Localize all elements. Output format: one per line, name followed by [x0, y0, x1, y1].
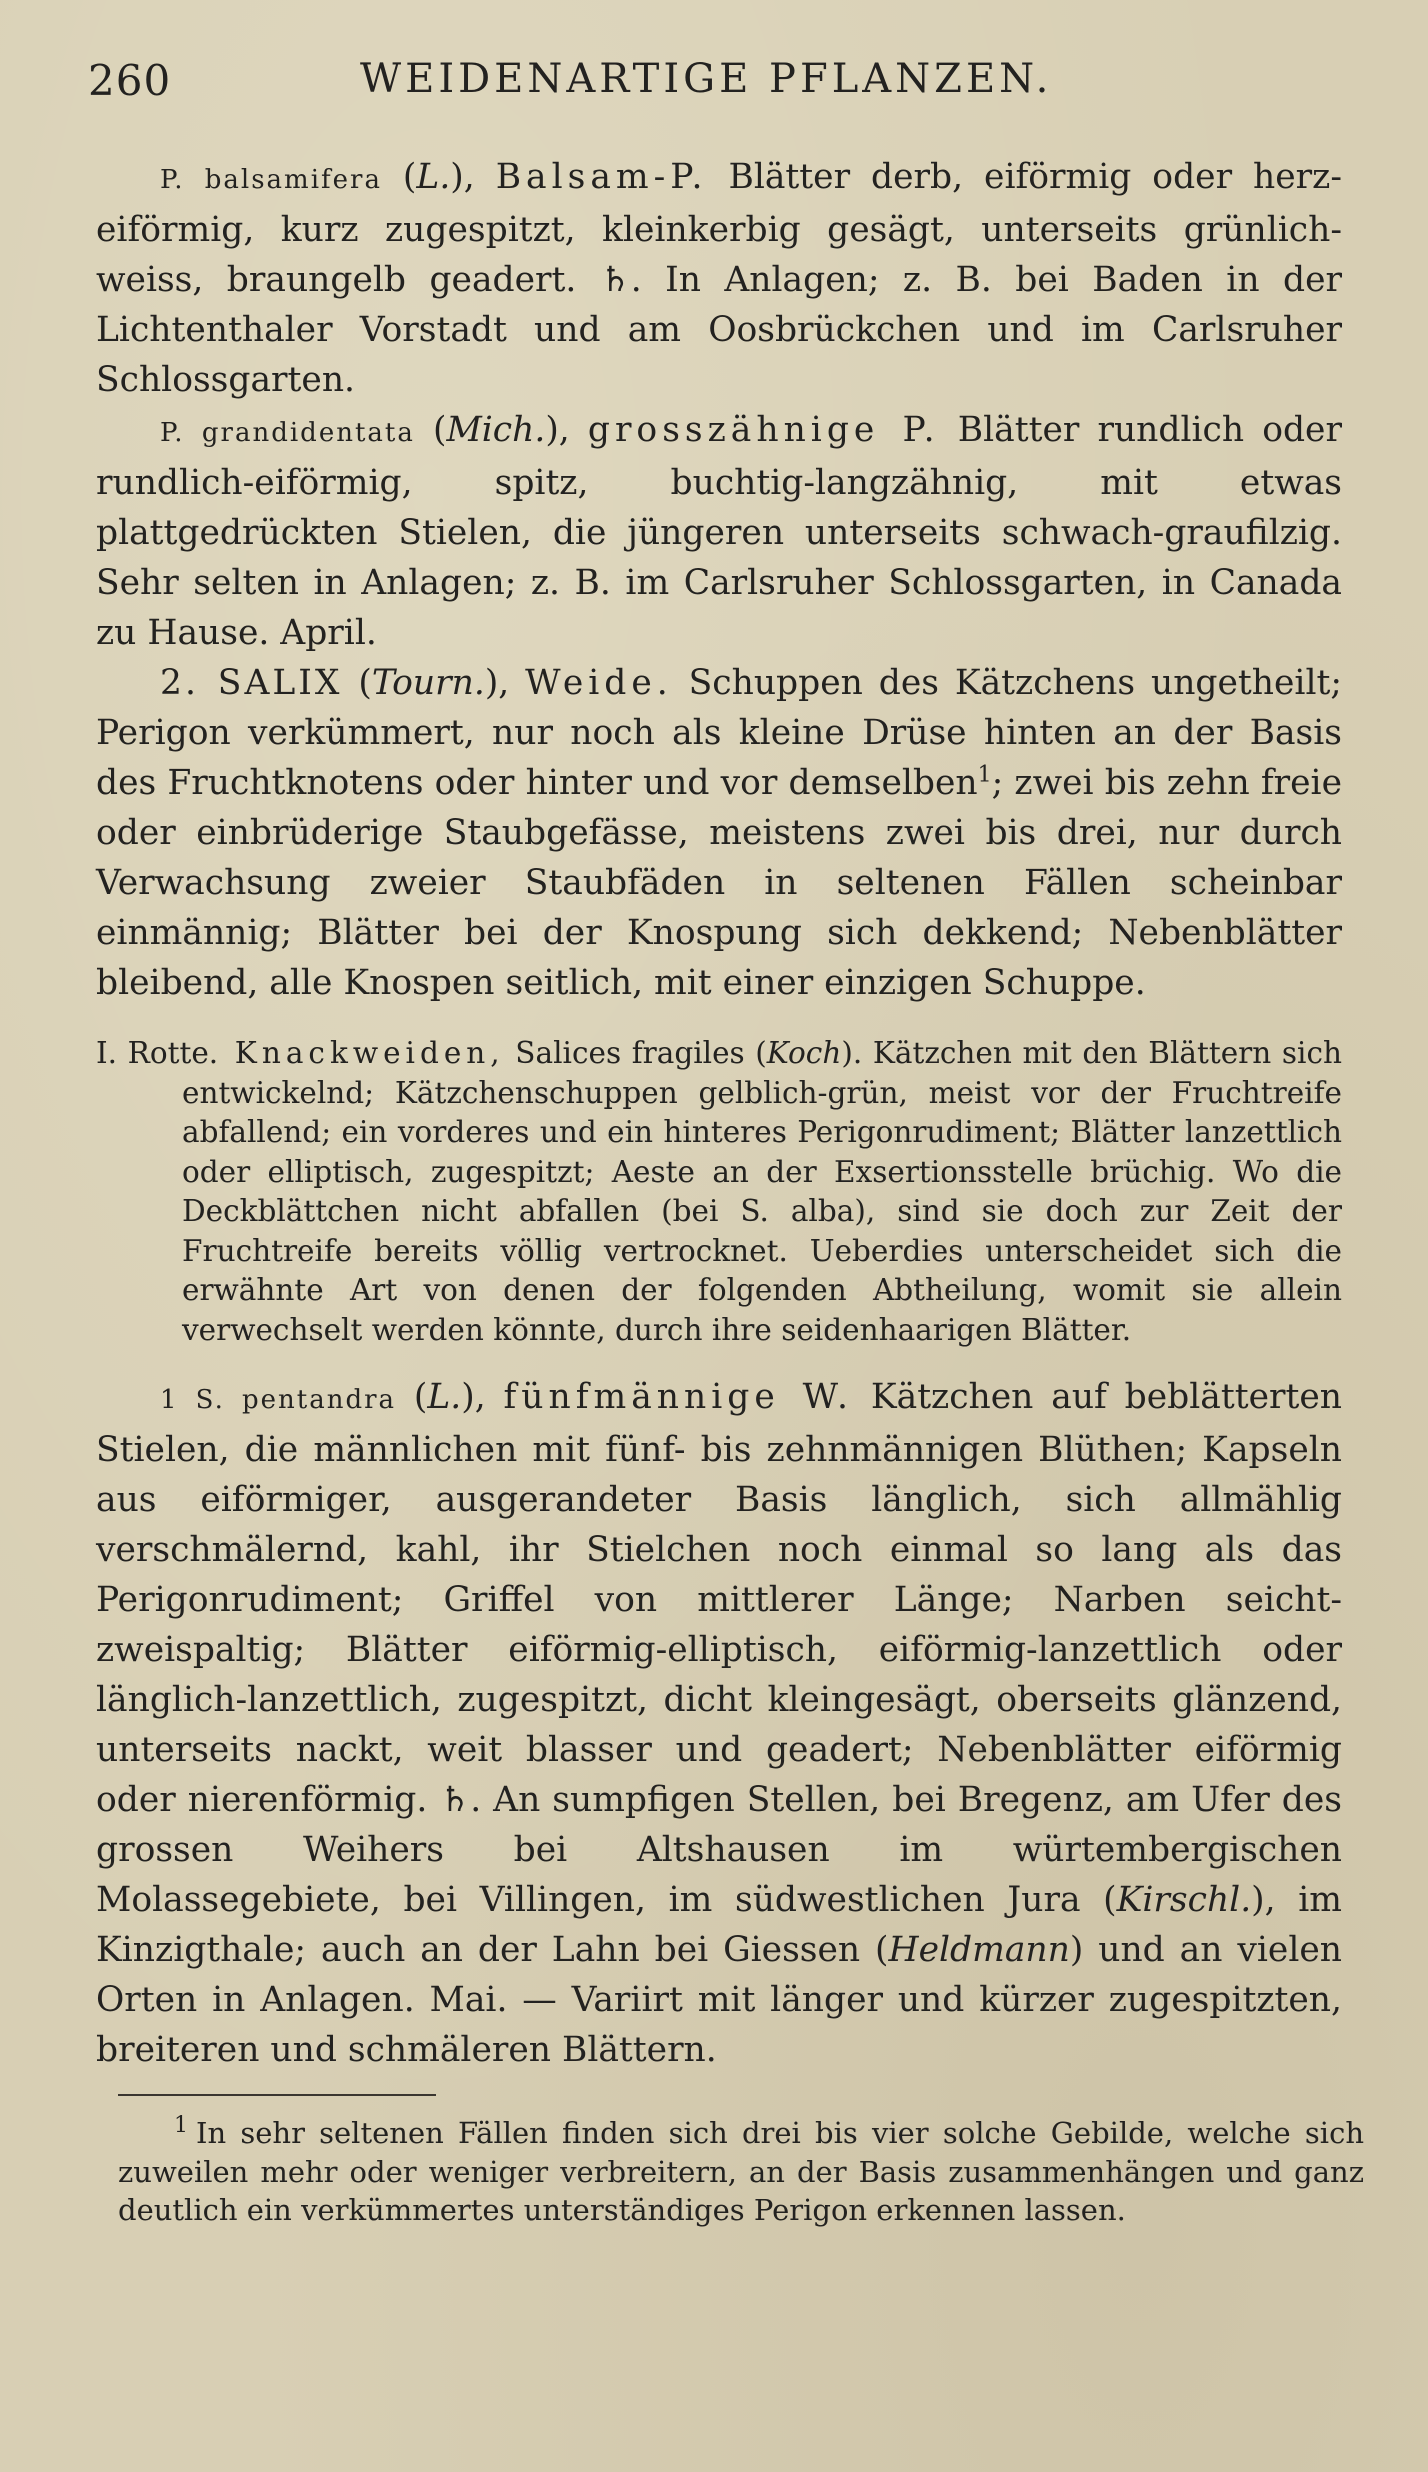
paren-close: ), [545, 410, 588, 450]
species-name: P. balsamifera [160, 165, 382, 195]
paren-close: ), [484, 663, 526, 703]
entry-populus-balsamifera [96, 152, 1342, 405]
author-abbrev: Tourn. [371, 663, 485, 703]
group-label: I. Rotte. [96, 1036, 219, 1070]
common-name: fünfmännige W. [503, 1377, 853, 1417]
species-name: P. grandidentata [160, 418, 415, 448]
entry-description: Blätter rundlich oder rundlich-eiförmig, spitz, buchtig-langzähnig, mit etwas plattgedrückten Stielen, die jüngeren unterseits schwach-graufilzig. Sehr selten in Anlagen; z. B. im Carlsruher Schlossgarten, in Canada zu Hause. April. [96, 410, 1342, 653]
footnote-text: In sehr seltenen Fällen finden sich drei bis vier solche Gebilde, welche sich zuweilen mehr oder weniger verbreitern, an der Basis zusammenhängen und ganz deutlich ein verkümmertes unterständiges Perigon erkennen lassen. [118, 2116, 1364, 2227]
entry-populus-grandidentata [96, 405, 1342, 658]
footnote [118, 2114, 1364, 2230]
page-header [88, 56, 1348, 116]
footnote-number: 1 [174, 2113, 188, 2139]
author-abbrev: Kirschl. [1116, 1880, 1252, 1920]
species-name: 1 S. pentandra [160, 1385, 397, 1415]
entry-description-part1: Kätzchen auf beblätterten Stielen, die männlichen mit fünf- bis zehnmännigen Blüthen; Kapseln aus eiförmiger, ausgerandeter Basis länglich, sich allmählig verschmälernd, kahl, ihr Stielchen noch einmal so lang als das Perigonrudiment; Griffel von mittlerer Länge; Narben seicht-zweispaltig; Blätter eiförmig-elliptisch, eiförmig-lanzettlich oder länglich-lanzettlich, zugespitzt, dicht kleingesägt, oberseits glänzend, unterseits nackt, weit blasser und geadert; Nebenblätter eiförmig oder nierenförmig. ♄. An sumpfigen Stellen, bei Bregenz, am Ufer des grossen Weihers bei Altshausen im würtembergischen Molassegebiete, bei Villingen, im südwestlichen Jura ( [96, 1377, 1342, 1920]
paren-close: ), [450, 157, 496, 197]
author-abbrev: L. [427, 1377, 462, 1417]
entry-description: Blätter derb, eiförmig oder herz-eiförmig, kurz zugespitzt, kleinkerbig gesägt, unterseits grünlich-weiss, braungelb geadert. ♄. In Anlagen; z. B. bei Baden in der Lichtenthaler Vorstadt und am Oosbrückchen und im Carlsruher Schlossgarten. [96, 157, 1343, 400]
entry-salix-pentandra [96, 1372, 1342, 2075]
footnote-reference[interactable]: 1 [977, 762, 992, 788]
entry-description-part2: ), im Kinzigthale; auch an der Lahn bei Giessen ( [96, 1880, 1342, 1970]
author-abbrev: L. [416, 157, 451, 197]
genus-name: 2. SALIX [160, 663, 343, 703]
genus-description-part1: Schuppen des Kätzchens ungetheilt; Perigon verkümmert, nur noch als kleine Drüse hinten an der Basis des Fruchtknotens oder hinter und vor demselben [96, 663, 1342, 803]
common-name: grosszähnige P. [587, 410, 940, 450]
entry-genus-salix [96, 658, 1342, 1008]
paren-close: ), [461, 1377, 504, 1417]
running-head: WEIDENARTIGE PFLANZEN. [360, 56, 1053, 102]
genus-description-part2: ; zwei bis zehn freie oder einbrüderige Staubgefässe, meistens zwei bis drei, nur durch Verwachsung zweier Staubfäden in seltenen Fällen scheinbar einmännig; Blätter bei der Knospung sich dekkend; Nebenblätter bleibend, alle Knospen seitlich, mit einer einzigen Schuppe. [96, 763, 1342, 1003]
page-number: 260 [88, 56, 172, 105]
section-group-knackweiden [96, 1034, 1342, 1350]
paren-open: ( [342, 663, 372, 703]
main-text [96, 152, 1342, 2075]
common-name: Balsam-P. [495, 157, 708, 197]
paren-open: ( [381, 157, 417, 197]
author-abbrev: Heldmann [888, 1930, 1070, 1970]
entry-description-part3: ) und an vielen Orten in Anlagen. Mai. — Variirt mit länger und kürzer zugespitzten, breiteren und schmäleren Blättern. [96, 1930, 1342, 2070]
footnote-divider [118, 2094, 436, 2096]
group-name: Knackweiden, [234, 1036, 505, 1070]
author-abbrev: Koch [766, 1036, 842, 1070]
common-name: Weide. [525, 663, 673, 703]
group-description: ). Kätzchen mit den Blättern sich entwickelnd; Kätzchenschuppen gelblich-grün, meist vor der Fruchtreife abfallend; ein vorderes und ein hinteres Perigonrudiment; Blätter lanzettlich oder elliptisch, zugespitzt; Aeste an der Exsertionsstelle brüchig. Wo die Deckblättchen nicht abfallen (bei S. alba), sind sie doch zur Zeit der Fruchtreife bereits völlig vertrocknet. Ueberdies unterscheidet sich die erwähnte Art von denen der folgenden Abtheilung, womit sie allein verwechselt werden könnte, durch ihre seidenhaarigen Blätter. [182, 1036, 1342, 1347]
group-latin-name: Salices fragiles ( [504, 1036, 767, 1070]
author-abbrev: Mich. [446, 410, 546, 450]
paren-open: ( [414, 410, 447, 450]
paren-open: ( [396, 1377, 428, 1417]
